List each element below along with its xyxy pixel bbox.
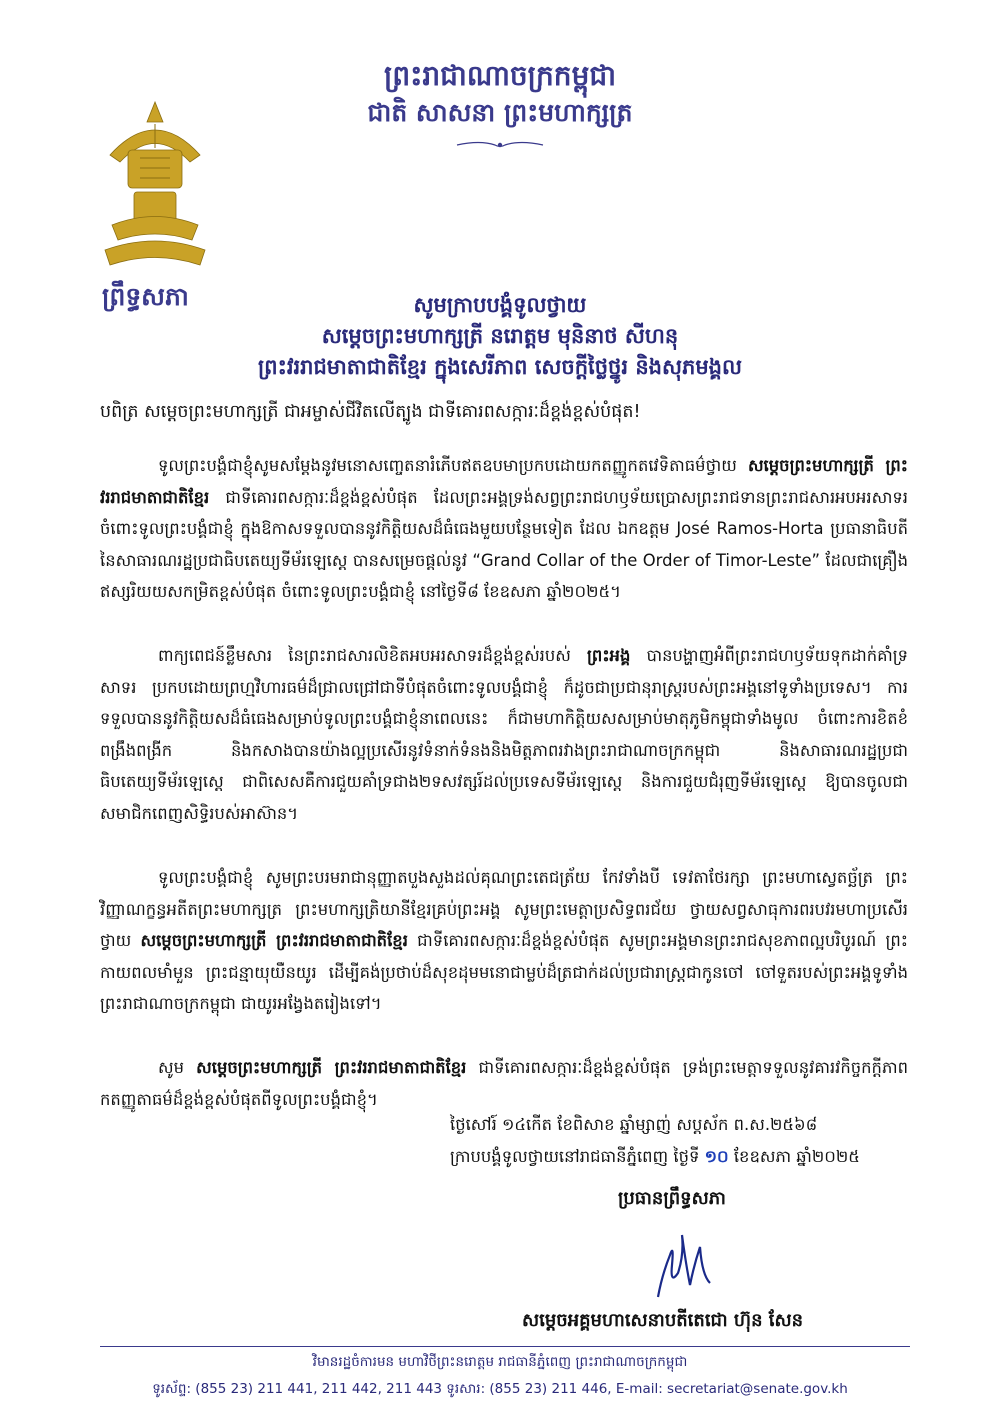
paragraph-1: ទូលព្រះបង្គំជាខ្ញុំសូមសម្តែងនូវមនោសញ្ចេតនារំភើបឥតឧបមាប្រកបដោយកតញ្ញូកតវេទិតាធម៌ថ្វាយ សម្តេចព្រះមហាក្សត្រី ព្រះវររាជមាតាជាតិខ្មែរ ជាទីគោរពសក្ការៈដ៏ខ្ពង់ខ្ពស់បំផុត ដែលព្រះអង្គទ្រង់សព្វព្រះរាជហឫទ័យប្រោសព្រះរាជទានព្រះរាជសារអបអរសាទរចំពោះទូលព្រះបង្គំជាខ្ញុំ ក្នុងឱកាសទទួលបាននូវកិត្តិយសដ៏ធំធេងមួយបន្ថែមទៀត ដែល ឯកឧត្តម José Ramos-Horta ប្រធានាធិបតី នៃសាធារណរដ្ឋប្រជាធិបតេយ្យទីម័រឡេស្តេ បានសម្រេចផ្តល់នូវ “Grand Collar of the Order of Timor-Leste” ដែលជាគ្រឿងឥស្សរិយយសកម្រិតខ្ពស់បំផុត ចំពោះទូលព្រះបង្គំជាខ្ញុំ នៅថ្ងៃទី៨ ខែឧសភា ឆ្នាំ២០២៥។ <box>100 456 908 601</box>
senate-label: ព្រឹទ្ធសភា <box>102 282 189 311</box>
address-line-3: ព្រះវររាជមាតាជាតិខ្មែរ ក្នុងសេរីភាព សេចក្តីថ្លៃថ្នូរ និងសុភមង្គល <box>258 354 742 379</box>
national-motto: ជាតិ សាសនា ព្រះមហាក្សត្រ <box>367 98 633 127</box>
place-date: ក្រាបបង្គំទូលថ្វាយនៅរាជធានីភ្នំពេញ ថ្ងៃទី ១០ ខែឧសភា ឆ្នាំ២០២៥ <box>450 1147 860 1166</box>
signatory-title: ប្រធានព្រឹទ្ធសភា <box>618 1188 726 1209</box>
senate-emblem-icon <box>100 100 210 270</box>
paragraph-3: ទូលព្រះបង្គំជាខ្ញុំ សូមព្រះបរមរាជានុញ្ញាតបួងសួងដល់គុណព្រះតេជត្រ័យ កែវទាំងបី ទេវតាថែរក្សា ព្រះមហាស្វេតច្ឆ័ត្រ ព្រះវិញ្ញាណក្ខន្ធអតីតព្រះមហាក្សត្រ ព្រះមហាក្សត្រិយានីខ្មែរគ្រប់ព្រះអង្គ សូមព្រះមេត្តាប្រសិទ្ធពរជ័យ ថ្វាយសព្វសាធុការពរបវរមហាប្រសើរ ថ្វាយ សម្តេចព្រះមហាក្សត្រី ព្រះវររាជមាតាជាតិខ្មែរ ជាទីគោរពសក្ការៈដ៏ខ្ពង់ខ្ពស់បំផុត សូមព្រះអង្គមានព្រះរាជសុខភាពល្អបរិបូរណ៍ ព្រះកាយពលមាំមួន ព្រះជន្មាយុយឺនយូរ ដើម្បីគង់ប្រថាប់ដ៏សុខដុមមនោជាម្លប់ដ៏ត្រជាក់ដល់ប្រជារាស្ត្រជាកូនចៅ ចៅទួតរបស់ព្រះអង្គទូទាំងព្រះរាជាណាចក្រកម្ពុជា ជាយូរអង្វែងតរៀងទៅ។ <box>100 868 908 1013</box>
lunar-date: ថ្ងៃសៅរ៍ ១៤កើត ខែពិសាខ ឆ្នាំម្សាញ់ សប្តស័ក ព.ស.២៥៦៨ <box>450 1115 818 1134</box>
paragraph-4: សូម សម្តេចព្រះមហាក្សត្រី ព្រះវររាជមាតាជាតិខ្មែរ ជាទីគោរពសក្ការៈដ៏ខ្ពង់ខ្ពស់បំផុត ទ្រង់ព្រះមេត្តាទទួលនូវគារវកិច្ចកក្តីភាព កតញ្ញូតាធម៌ដ៏ខ្ពង់ខ្ពស់បំផុតពីទូលព្រះបង្គំជាខ្ញុំ។ <box>100 1058 908 1109</box>
signatory-name: សម្តេចអគ្គមហាសេនាបតីតេជោ ហ៊ុន សែន <box>522 1310 804 1331</box>
handwritten-signature <box>640 1225 730 1305</box>
footer-address: វិមានរដ្ឋចំការមន មហាវិថីព្រះនរោត្តម រាជធានីភ្នំពេញ ព្រះរាជាណាចក្រកម្ពុជា <box>312 1354 688 1370</box>
footer-contact: ទូរស័ព្ទ: (855 23) 211 441, 211 442, 211 443 ទូរសារ: (855 23) 211 446, E-mail: secretariat@senate.gov.kh <box>152 1381 848 1397</box>
kingdom-title: ព្រះរាជាណាចក្រកម្ពុជា <box>383 59 616 92</box>
salutation: បពិត្រ សម្តេចព្រះមហាក្សត្រី ជាអម្ចាស់ជីវិតលើត្បូង ជាទីគោរពសក្ការៈដ៏ខ្ពង់ខ្ពស់បំផុត! <box>100 402 641 422</box>
ornament-divider <box>455 138 545 152</box>
address-line-2: សម្តេចព្រះមហាក្សត្រី នរោត្តម មុនិនាថ សីហនុ <box>321 323 679 348</box>
footer-divider <box>100 1346 910 1347</box>
paragraph-2: ពាក្យពេជន៍ខ្លឹមសារ នៃព្រះរាជសារលិខិតអបអរសាទរដ៏ខ្ពង់ខ្ពស់របស់ ព្រះអង្គ បានបង្ហាញអំពីព្រះរាជហឫទ័យទុកដាក់គាំទ្រ សាទរ ប្រកបដោយព្រហ្មវិហារធម៌ដ៏ជ្រាលជ្រៅជាទីបំផុតចំពោះទូលបង្គំជាខ្ញុំ ក៏ដូចជាប្រជានុរាស្ត្ររបស់ព្រះអង្គនៅទូទាំងប្រទេស។ ការទទួលបាននូវកិត្តិយសដ៏ធំធេងសម្រាប់ទូលព្រះបង្គំជាខ្ញុំនាពេលនេះ ក៏ជាមហាកិត្តិយសសម្រាប់មាតុភូមិកម្ពុជាទាំងមូល ចំពោះការខិតខំពង្រឹងពង្រីក និងកសាងបានយ៉ាងល្អប្រសើរនូវទំនាក់ទំនងនិងមិត្តភាពរវាងព្រះរាជាណាចក្រកម្ពុជា និងសាធារណរដ្ឋប្រជាធិបតេយ្យទីម័រឡេស្តេ ជាពិសេសគឺការជួយគាំទ្រជាង២ទសវត្សរ៍ដល់ប្រទេសទីម័រឡេស្តេ និងការជួយជំរុញទីម័រឡេស្តេ ឱ្យបានចូលជាសមាជិកពេញសិទ្ធិរបស់អាស៊ាន។ <box>100 646 908 823</box>
address-line-1: សូមក្រាបបង្គំទូលថ្វាយ <box>413 292 587 317</box>
